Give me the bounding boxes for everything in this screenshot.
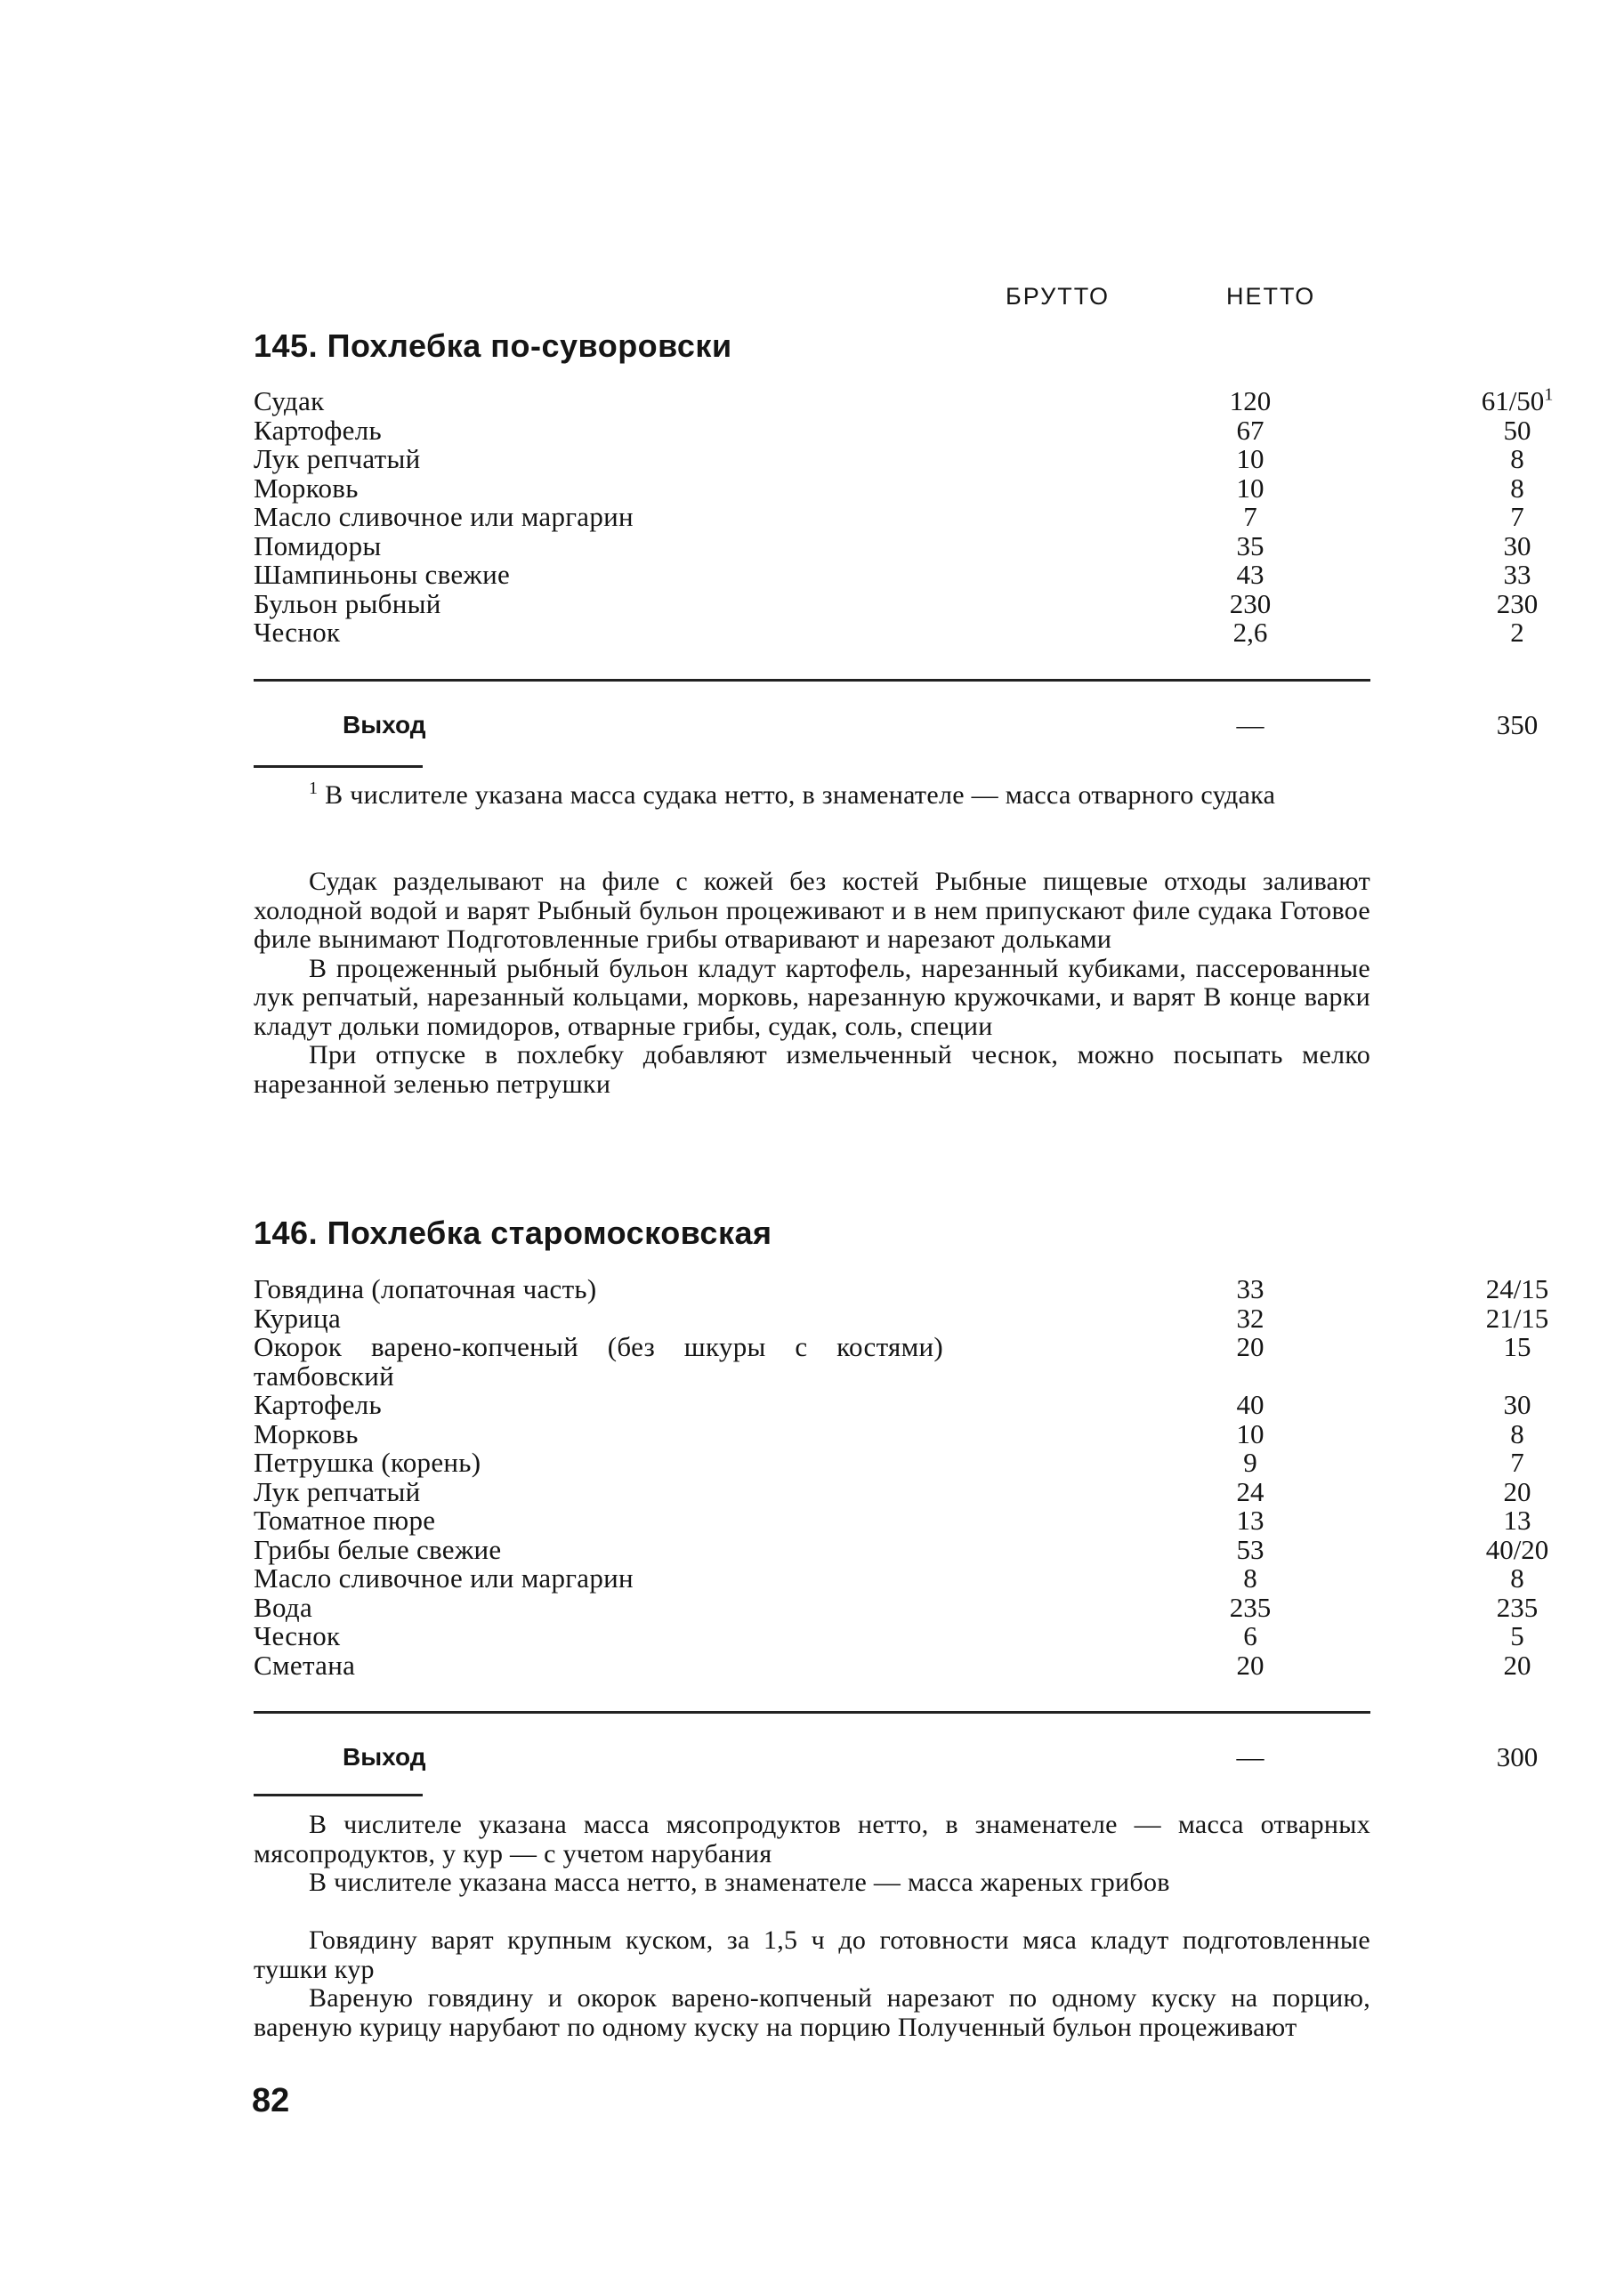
recipe-146-title: 146. Похлебка старомосковская	[254, 1215, 772, 1251]
ingredient-name: Чеснок	[254, 617, 341, 648]
ingredient-row	[254, 1302, 1549, 1334]
ingredient-brutto: 33	[1236, 1273, 1264, 1304]
ingredient-name: Окорок варено-копченый (без шкуры с костями) тамбовский	[254, 1331, 943, 1392]
ingredient-row	[254, 529, 1531, 561]
recipe-145-instructions	[254, 868, 1370, 1099]
table-divider	[254, 679, 1370, 682]
ingredient-brutto: 120	[1229, 385, 1272, 416]
ingredient-netto: 15	[1503, 1331, 1531, 1362]
ingredient-name: Грибы белые свежие	[254, 1533, 502, 1565]
instruction-paragraph: Вареную говядину и окорок варено-копченый нарезают по одному куску на порцию, вареную курицу нарубают по одному куску на порцию Полученный бульон процеживают	[254, 1983, 1370, 2042]
ingredient-name: Судак	[254, 385, 325, 416]
ingredient-row	[254, 1562, 1524, 1594]
ingredient-name: Картофель	[254, 1389, 382, 1420]
yield-netto: 350	[1496, 709, 1539, 740]
ingredient-brutto: 35	[1236, 529, 1264, 561]
ingredient-row	[254, 1475, 1531, 1507]
ingredient-brutto: 53	[1236, 1533, 1264, 1565]
ingredient-name: Морковь	[254, 1417, 359, 1449]
column-header-brutto: БРУТТО	[1006, 283, 1111, 310]
ingredient-brutto: 10	[1236, 1417, 1264, 1449]
ingredient-netto: 8	[1510, 1417, 1524, 1449]
ingredient-brutto: 7	[1243, 501, 1257, 532]
instruction-paragraph: В процеженный рыбный бульон кладут картофель, нарезанный кубиками, пассерованные лук репчатый, нарезанный кольцами, морковь, нарезанную кружочками, и варят В конце варки кладут дольки помидоров, отварные грибы, судак, соль, специи	[254, 953, 1370, 1041]
ingredient-brutto: 13	[1236, 1505, 1264, 1536]
ingredient-brutto: 10	[1236, 472, 1264, 504]
column-header-netto: НЕТТО	[1226, 283, 1316, 310]
ingredient-brutto: 20	[1236, 1331, 1264, 1362]
yield-label: Выход	[343, 1743, 426, 1771]
ingredient-brutto: 9	[1243, 1447, 1257, 1478]
ingredient-row	[254, 1505, 1531, 1536]
ingredient-netto: 24/15	[1485, 1273, 1549, 1304]
ingredient-brutto: 20	[1236, 1649, 1264, 1681]
ingredient-name: Курица	[254, 1302, 342, 1334]
yield-brutto: —	[1236, 1741, 1264, 1772]
ingredient-netto: 5	[1510, 1620, 1524, 1651]
ingredient-netto: 61/50	[1481, 385, 1545, 416]
ingredient-name: Шампиньоны свежие	[254, 559, 511, 590]
ingredient-row	[254, 1389, 1531, 1420]
footnote-text	[254, 781, 1370, 811]
ingredient-row	[254, 1649, 1531, 1681]
ingredient-netto: 50	[1503, 414, 1531, 446]
ingredient-brutto: 2,6	[1232, 617, 1268, 648]
footnote-divider	[254, 1794, 423, 1796]
ingredient-netto: 20	[1503, 1649, 1531, 1681]
ingredient-name: Помидоры	[254, 529, 382, 561]
ingredient-name: Петрушка (корень)	[254, 1447, 481, 1478]
ingredient-brutto: 24	[1236, 1475, 1264, 1507]
ingredient-name: Масло сливочное или маргарин	[254, 501, 634, 532]
yield-netto: 300	[1496, 1741, 1539, 1772]
ingredient-row	[254, 1591, 1539, 1623]
page-number: 82	[252, 2082, 290, 2119]
ingredient-row	[254, 1417, 1524, 1449]
ingredient-name: Лук репчатый	[254, 1475, 421, 1507]
ingredient-netto: 21/15	[1485, 1302, 1549, 1334]
recipe-145-yield-row	[254, 707, 1539, 743]
instruction-paragraph: Судак разделывают на филе с кожей без костей Рыбные пищевые отходы заливают холодной водой и варят Рыбный бульон процеживают и в нем припускают филе судака Готовое филе вынимают Подготовленные грибы отваривают и нарезают дольками	[254, 867, 1370, 954]
ingredient-row	[254, 501, 1524, 532]
instruction-paragraph: Говядину варят крупным куском, за 1,5 ч до готовности мяса кладут подготовленные тушки кур	[254, 1925, 1370, 1984]
footnote-marker: 1	[1544, 384, 1554, 405]
note-paragraph: В числителе указана масса нетто, в знаменателе — масса жареных грибов	[309, 1868, 1170, 1897]
ingredient-netto: 20	[1503, 1475, 1531, 1507]
instruction-paragraph: При отпуске в похлебку добавляют измельченный чеснок, можно посыпать мелко нарезанной зеленью петрушки	[254, 1040, 1370, 1099]
ingredient-name: Морковь	[254, 472, 359, 504]
recipe-145-ingredients-table	[254, 384, 1554, 648]
recipe-146-ingredients-table	[254, 1273, 1549, 1681]
ingredient-brutto: 32	[1236, 1302, 1264, 1334]
recipe-146-instructions	[254, 1926, 1370, 2042]
yield-brutto: —	[1236, 709, 1264, 740]
recipe-146-yield-row	[254, 1739, 1539, 1775]
footnote-marker: 1	[309, 779, 319, 798]
ingredient-row	[254, 587, 1539, 619]
ingredient-netto: 33	[1503, 559, 1531, 590]
ingredient-row	[254, 617, 1524, 648]
ingredient-netto: 8	[1510, 472, 1524, 504]
ingredient-row	[254, 443, 1524, 474]
footnote-divider	[254, 765, 423, 768]
ingredient-row	[254, 472, 1524, 504]
ingredient-brutto: 10	[1236, 443, 1264, 474]
ingredient-netto: 7	[1510, 1447, 1524, 1478]
ingredient-netto: 13	[1503, 1505, 1531, 1536]
ingredient-name: Вода	[254, 1591, 313, 1623]
ingredient-row	[254, 1273, 1549, 1304]
footnote-body: В числителе указана масса судака нетто, в знаменателе — масса отварного судака	[325, 780, 1276, 810]
ingredient-netto-cell	[1410, 384, 1624, 416]
recipe-145-title: 145. Похлебка по-суворовски	[254, 327, 732, 364]
ingredient-name: Сметана	[254, 1649, 356, 1681]
ingredient-name: Говядина (лопаточная часть)	[254, 1273, 597, 1304]
ingredient-netto: 230	[1496, 587, 1539, 619]
ingredient-netto: 2	[1510, 617, 1524, 648]
ingredient-brutto: 43	[1236, 559, 1264, 590]
ingredient-row	[254, 1331, 1531, 1392]
ingredient-row	[254, 559, 1531, 590]
ingredient-name: Масло сливочное или маргарин	[254, 1562, 634, 1594]
table-divider	[254, 1711, 1370, 1714]
ingredient-row	[254, 1447, 1524, 1478]
ingredient-brutto: 67	[1236, 414, 1264, 446]
ingredient-name: Томатное пюре	[254, 1505, 436, 1536]
ingredient-netto: 30	[1503, 1389, 1531, 1420]
ingredient-name: Лук репчатый	[254, 443, 421, 474]
ingredient-brutto: 8	[1243, 1562, 1257, 1594]
ingredient-name: Картофель	[254, 414, 382, 446]
ingredient-brutto: 6	[1243, 1620, 1257, 1651]
ingredient-row	[254, 384, 1554, 416]
ingredient-row	[254, 414, 1531, 446]
ingredient-row	[254, 1620, 1524, 1651]
ingredient-netto: 30	[1503, 529, 1531, 561]
ingredient-netto: 40/20	[1485, 1533, 1549, 1565]
ingredient-brutto: 235	[1229, 1591, 1272, 1623]
ingredient-brutto: 40	[1236, 1389, 1264, 1420]
ingredient-row	[254, 1533, 1549, 1565]
ingredient-name: Чеснок	[254, 1620, 341, 1651]
recipe-145-footnote	[254, 781, 1370, 811]
ingredient-name: Бульон рыбный	[254, 587, 441, 619]
ingredient-netto: 235	[1496, 1591, 1539, 1623]
ingredient-brutto: 230	[1229, 587, 1272, 619]
yield-label: Выход	[343, 711, 426, 738]
note-paragraph: В числителе указана масса мясопродуктов нетто, в знаменателе — масса отварных мясопродуктов, у кур — с учетом нарубания	[254, 1810, 1370, 1868]
recipe-146-notes	[254, 1811, 1370, 1898]
ingredient-netto: 8	[1510, 1562, 1524, 1594]
ingredient-netto: 8	[1510, 443, 1524, 474]
ingredient-netto: 7	[1510, 501, 1524, 532]
